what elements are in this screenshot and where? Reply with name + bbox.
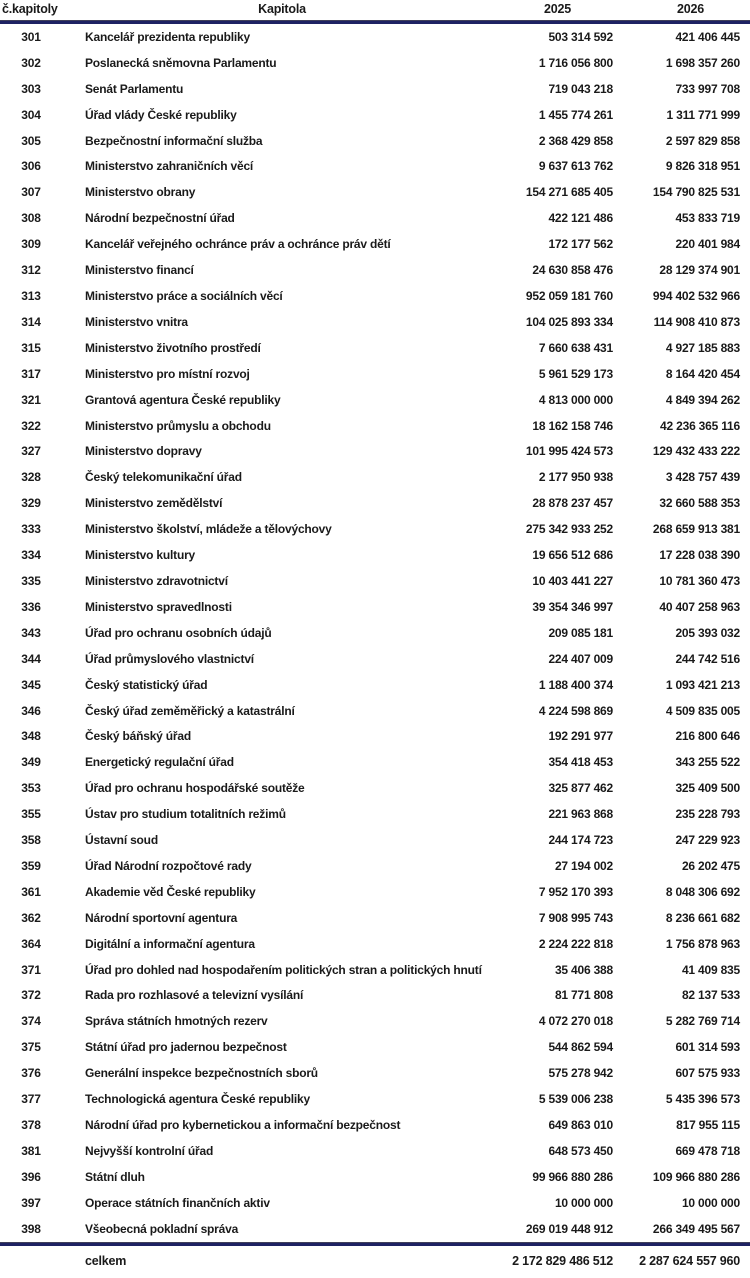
chapter-number: 327 [21,444,41,459]
value-2025: 575 278 942 [548,1066,613,1081]
value-2026: 421 406 445 [675,29,740,44]
value-2025: 1 716 056 800 [538,55,613,70]
value-2026: 109 966 880 286 [652,1169,740,1184]
chapter-name: Nejvyšší kontrolní úřad [85,1143,214,1158]
value-2025: 221 963 868 [548,807,613,822]
value-2026: 129 432 433 222 [652,444,740,459]
table-row [0,931,750,957]
table-row [0,283,750,309]
value-2026: 325 409 500 [675,781,740,796]
value-2025: 101 995 424 573 [525,444,613,459]
value-2026: 453 833 719 [675,211,740,226]
table-row [0,257,750,283]
table-row [0,646,750,672]
value-2025: 81 771 808 [554,988,613,1003]
chapter-number: 397 [21,1195,41,1210]
chapter-number: 343 [21,625,41,640]
value-2026: 733 997 708 [675,81,740,96]
value-2026: 42 236 365 116 [660,418,740,433]
chapter-number: 361 [21,884,41,899]
table-row [0,231,750,257]
table-row [0,853,750,879]
chapter-name: Ministerstvo průmyslu a obchodu [85,418,271,433]
table-row [0,801,750,827]
chapter-name: Ústav pro studium totalitních režimů [85,807,286,822]
chapter-number: 345 [21,677,41,692]
value-2025: 154 271 685 405 [525,185,613,200]
chapter-number: 312 [21,263,41,278]
value-2026: 40 407 258 963 [659,599,740,614]
table-row [0,620,750,646]
table-row [0,542,750,568]
table-row [0,387,750,413]
value-2026: 343 255 522 [675,755,740,770]
value-2025: 2 177 950 938 [538,470,613,485]
value-2025: 39 354 346 997 [532,599,613,614]
value-2026: 607 575 933 [675,1066,740,1081]
value-2026: 1 698 357 260 [665,55,740,70]
table-row [0,179,750,205]
chapter-number: 314 [21,314,41,329]
table-row [0,749,750,775]
value-2026: 9 826 318 951 [665,159,740,174]
chapter-name: Operace státních finančních aktiv [85,1195,270,1210]
chapter-name: Český statistický úřad [85,677,208,692]
value-2026: 235 228 793 [675,807,740,822]
table-row [0,128,750,154]
chapter-number: 315 [21,340,41,355]
value-2025: 422 121 486 [548,211,613,226]
chapter-number: 301 [21,29,41,44]
table-row [0,775,750,801]
value-2026: 205 393 032 [675,625,740,640]
value-2026: 28 129 374 901 [659,263,740,278]
chapter-name: Ministerstvo dopravy [85,444,202,459]
chapter-number: 321 [21,392,41,407]
value-2025: 1 188 400 374 [538,677,613,692]
value-2026: 8 236 661 682 [665,910,740,925]
table-row [0,723,750,749]
chapter-number: 336 [21,599,41,614]
value-2025: 192 291 977 [548,729,613,744]
chapter-number: 329 [21,496,41,511]
total-row [0,1246,750,1276]
value-2025: 104 025 893 334 [525,314,613,329]
value-2026: 266 349 495 567 [652,1221,740,1236]
value-2025: 24 630 858 476 [532,263,613,278]
chapter-name: Bezpečnostní informační služba [85,133,263,148]
chapter-number: 358 [21,833,41,848]
value-2026: 17 228 038 390 [659,548,740,563]
value-2025: 2 368 429 858 [538,133,613,148]
chapter-name: Digitální a informační agentura [85,936,255,951]
chapter-number: 364 [21,936,41,951]
chapter-number: 353 [21,781,41,796]
chapter-name: Grantová agentura České republiky [85,392,281,407]
chapter-name: Český telekomunikační úřad [85,470,242,485]
value-2025: 99 966 880 286 [532,1169,613,1184]
value-2026: 154 790 825 531 [652,185,740,200]
chapter-name: Národní bezpečnostní úřad [85,211,235,226]
value-2025: 10 403 441 227 [532,573,613,588]
value-2025: 648 573 450 [548,1143,613,1158]
value-2026: 2 597 829 858 [665,133,740,148]
value-2025: 27 194 002 [554,858,613,873]
value-2026: 5 282 769 714 [665,1014,740,1029]
table-row [0,879,750,905]
chapter-number: 309 [21,237,41,252]
chapter-name: Státní úřad pro jadernou bezpečnost [85,1040,287,1055]
value-2025: 19 656 512 686 [532,548,613,563]
value-2025: 4 224 598 869 [538,703,613,718]
table-row [0,568,750,594]
column-header-2025: 2025 [543,2,571,16]
chapter-name: Ústavní soud [85,833,158,848]
value-2026: 216 800 646 [675,729,740,744]
chapter-name: Ministerstvo financí [85,263,194,278]
value-2025: 7 908 995 743 [538,910,613,925]
value-2025: 224 407 009 [548,651,613,666]
value-2025: 7 660 638 431 [538,340,613,355]
chapter-number: 374 [21,1014,41,1029]
column-header-2026: 2026 [676,2,704,16]
chapter-number: 335 [21,573,41,588]
value-2025: 244 174 723 [548,833,613,848]
table-row [0,1008,750,1034]
value-2025: 172 177 562 [548,237,613,252]
chapter-number: 398 [21,1221,41,1236]
chapter-number: 376 [21,1066,41,1081]
table-row [0,490,750,516]
table-row [0,1086,750,1112]
chapter-number: 334 [21,548,41,563]
table-row [0,698,750,724]
chapter-name: Úřad pro dohled nad hospodařením politických stran a politických hnutí [85,962,482,977]
table-row [0,76,750,102]
value-2026: 4 927 185 883 [665,340,740,355]
chapter-number: 308 [21,211,41,226]
table-row [0,205,750,231]
chapter-number: 303 [21,81,41,96]
chapter-name: Český úřad zeměměřický a katastrální [85,703,295,718]
chapter-number: 344 [21,651,41,666]
chapter-name: Ministerstvo životního prostředí [85,340,261,355]
chapter-number: 348 [21,729,41,744]
value-2025: 719 043 218 [548,81,613,96]
total-value-2025: 2 172 829 486 512 [512,1253,613,1268]
value-2026: 247 229 923 [675,833,740,848]
table-row [0,439,750,465]
chapter-name: Ministerstvo vnitra [85,314,188,329]
table-row [0,983,750,1009]
chapter-name: Ministerstvo zemědělství [85,496,223,511]
table-row [0,672,750,698]
chapter-number: 362 [21,910,41,925]
value-2026: 1 756 878 963 [665,936,740,951]
chapter-name: Akademie věd České republiky [85,884,256,899]
value-2025: 269 019 448 912 [525,1221,613,1236]
chapter-name: Technologická agentura České republiky [85,1092,310,1107]
chapter-name: Generální inspekce bezpečnostních sborů [85,1066,318,1081]
chapter-number: 349 [21,755,41,770]
value-2026: 994 402 532 966 [652,289,740,304]
column-header-chapter-name: Kapitola [258,2,306,16]
chapter-number: 317 [21,366,41,381]
table-body [0,24,750,1242]
chapter-name: Úřad pro ochranu hospodářské soutěže [85,781,305,796]
table-row [0,154,750,180]
value-2026: 1 093 421 213 [665,677,740,692]
chapter-name: Státní dluh [85,1169,145,1184]
table-row [0,594,750,620]
value-2025: 503 314 592 [548,29,613,44]
value-2026: 220 401 984 [675,237,740,252]
chapter-number: 328 [21,470,41,485]
value-2026: 10 781 360 473 [659,573,740,588]
table-row [0,827,750,853]
value-2026: 82 137 533 [681,988,740,1003]
table-row [0,413,750,439]
table-row [0,1138,750,1164]
chapter-number: 355 [21,807,41,822]
chapter-name: Ministerstvo pro místní rozvoj [85,366,250,381]
table-header-row [0,0,750,20]
chapter-name: Ministerstvo spravedlnosti [85,599,232,614]
value-2026: 8 164 420 454 [665,366,740,381]
chapter-name: Ministerstvo školství, mládeže a tělovýchovy [85,522,332,537]
chapter-number: 307 [21,185,41,200]
value-2026: 32 660 588 353 [659,496,740,511]
chapter-number: 305 [21,133,41,148]
chapter-name: Správa státních hmotných rezerv [85,1014,268,1029]
total-label: celkem [85,1253,127,1268]
value-2026: 4 849 394 262 [665,392,740,407]
value-2026: 817 955 115 [676,1118,740,1133]
chapter-name: Ministerstvo zahraničních věcí [85,159,254,174]
value-2025: 28 878 237 457 [532,496,613,511]
value-2025: 4 813 000 000 [538,392,613,407]
chapter-number: 377 [21,1092,41,1107]
chapter-name: Ministerstvo práce a sociálních věcí [85,289,283,304]
value-2025: 10 000 000 [554,1195,613,1210]
value-2026: 26 202 475 [681,858,740,873]
chapter-number: 381 [21,1143,41,1158]
table-row [0,1190,750,1216]
chapter-name: Úřad pro ochranu osobních údajů [85,625,272,640]
chapter-name: Úřad vlády České republiky [85,107,237,122]
value-2026: 669 478 718 [675,1143,740,1158]
chapter-name: Rada pro rozhlasové a televizní vysílání [85,988,304,1003]
chapter-number: 306 [21,159,41,174]
value-2026: 4 509 835 005 [665,703,740,718]
value-2025: 5 961 529 173 [538,366,613,381]
table-row [0,1112,750,1138]
table-row [0,905,750,931]
table-row [0,1060,750,1086]
chapter-name: Všeobecná pokladní správa [85,1221,239,1236]
table-row [0,464,750,490]
value-2026: 8 048 306 692 [665,884,740,899]
chapter-name: Ministerstvo kultury [85,548,196,563]
table-row [0,24,750,50]
value-2026: 268 659 913 381 [652,522,740,537]
value-2026: 601 314 593 [675,1040,740,1055]
value-2025: 2 224 222 818 [538,936,613,951]
table-row [0,50,750,76]
table-row [0,1164,750,1190]
value-2025: 1 455 774 261 [538,107,613,122]
value-2025: 325 877 462 [548,781,613,796]
value-2025: 9 637 613 762 [538,159,613,174]
chapter-number: 313 [21,289,41,304]
chapter-name: Kancelář veřejného ochránce práv a ochránce práv dětí [85,237,391,252]
value-2025: 35 406 388 [554,962,613,977]
chapter-name: Národní úřad pro kybernetickou a informační bezpečnost [85,1118,401,1133]
table-row [0,361,750,387]
value-2026: 3 428 757 439 [665,470,740,485]
value-2025: 18 162 158 746 [532,418,613,433]
chapter-number: 302 [21,55,41,70]
value-2026: 1 311 771 999 [666,107,740,122]
total-value-2026: 2 287 624 557 960 [639,1253,740,1268]
table-row [0,1216,750,1242]
chapter-number: 372 [21,988,41,1003]
chapter-name: Senát Parlamentu [85,81,184,96]
value-2026: 114 908 410 873 [653,314,740,329]
chapter-name: Poslanecká sněmovna Parlamentu [85,55,277,70]
chapter-name: Úřad průmyslového vlastnictví [85,651,254,666]
value-2025: 5 539 006 238 [538,1092,613,1107]
value-2025: 275 342 933 252 [525,522,613,537]
chapter-number: 375 [21,1040,41,1055]
table-row [0,957,750,983]
chapter-name: Ministerstvo zdravotnictví [85,573,228,588]
table-row [0,335,750,361]
value-2025: 354 418 453 [548,755,613,770]
column-header-chapter-number: č.kapitoly [2,2,58,16]
value-2026: 5 435 396 573 [665,1092,740,1107]
chapter-number: 396 [21,1169,41,1184]
chapter-name: Kancelář prezidenta republiky [85,29,250,44]
chapter-number: 378 [21,1118,41,1133]
chapter-number: 346 [21,703,41,718]
table-row [0,309,750,335]
chapter-name: Úřad Národní rozpočtové rady [85,858,252,873]
value-2025: 952 059 181 760 [525,289,613,304]
chapter-number: 359 [21,858,41,873]
chapter-name: Energetický regulační úřad [85,755,234,770]
table-row [0,102,750,128]
value-2025: 4 072 270 018 [538,1014,613,1029]
chapter-name: Český báňský úřad [85,729,191,744]
chapter-number: 371 [21,962,41,977]
chapter-number: 322 [21,418,41,433]
value-2025: 7 952 170 393 [538,884,613,899]
chapter-name: Ministerstvo obrany [85,185,196,200]
chapter-number: 304 [21,107,41,122]
value-2026: 41 409 835 [681,962,740,977]
table-row [0,1034,750,1060]
chapter-number: 333 [21,522,41,537]
table-row [0,516,750,542]
chapter-name: Národní sportovní agentura [85,910,238,925]
value-2026: 244 742 516 [675,651,740,666]
value-2025: 649 863 010 [548,1118,613,1133]
value-2025: 544 862 594 [548,1040,613,1055]
value-2025: 209 085 181 [548,625,613,640]
value-2026: 10 000 000 [681,1195,740,1210]
